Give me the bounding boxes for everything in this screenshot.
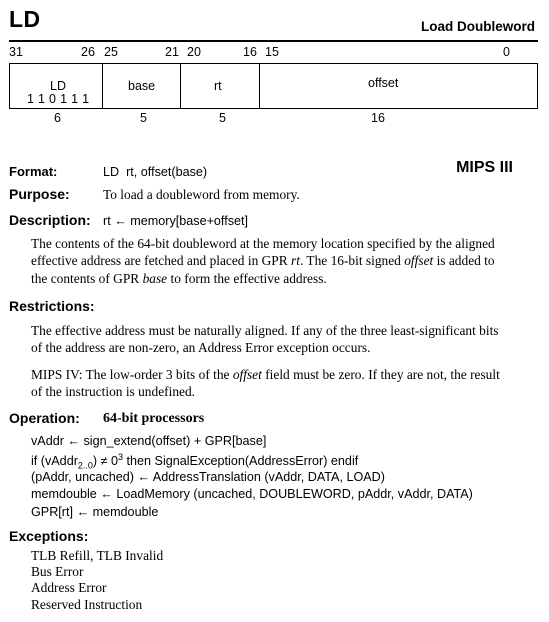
exceptions-list	[31, 548, 163, 613]
format-syntax	[103, 165, 207, 179]
text-line	[31, 252, 495, 269]
bit-15: 15	[265, 45, 279, 59]
description-label: Description:	[9, 212, 91, 228]
field-base-name: base	[128, 79, 156, 93]
pseudocode-line	[31, 434, 473, 452]
format-label: Format:	[9, 164, 58, 179]
field-divider	[180, 64, 181, 108]
purpose-text: To load a doubleword from memory.	[103, 187, 300, 202]
italic-term: base	[142, 270, 168, 286]
pseudocode-token: (pAddr, uncached) ← AddressTranslation (vAddr, DATA, LOAD)	[31, 469, 385, 484]
operation-pseudocode	[31, 434, 473, 523]
field-rt-width: 5	[219, 111, 226, 125]
text-run: effective address are fetched and placed in GPR	[31, 253, 292, 269]
text-run: . The 16-bit signed	[299, 253, 405, 269]
pseudocode-line	[31, 470, 473, 488]
italic-term: rt	[291, 253, 300, 269]
operation-section	[9, 410, 80, 426]
format-mnemonic: LD	[103, 165, 120, 179]
pseudocode-line	[31, 487, 473, 505]
instruction-title: Load Doubleword	[421, 19, 535, 34]
pseudocode-token: memdouble ← LoadMemory (uncached, DOUBLEWORD, pAddr, vAddr, DATA)	[31, 487, 473, 502]
text-line	[31, 235, 495, 252]
pseudocode-token: 3	[118, 451, 124, 462]
text-run: The contents of the 64-bit doubleword at the memory location specified by the aligned	[31, 236, 495, 251]
instruction-mnemonic: LD	[9, 6, 41, 32]
text-run: of the instruction is undefined.	[31, 384, 196, 400]
description-paragraph	[31, 235, 495, 287]
text-line	[31, 366, 500, 383]
bit-21: 21	[165, 45, 179, 59]
italic-term: offset	[404, 253, 434, 269]
text-line	[31, 270, 495, 287]
text-run: is added to	[433, 253, 495, 269]
field-divider	[102, 64, 103, 108]
field-rt-name: rt	[214, 79, 222, 93]
field-opcode-width: 6	[54, 111, 61, 125]
format-operands: rt, offset(base)	[126, 165, 208, 179]
restrictions-paragraph	[31, 322, 499, 357]
field-base-width: 5	[140, 111, 147, 125]
field-offset-name: offset	[368, 76, 399, 90]
bit-31: 31	[9, 45, 23, 59]
pseudocode-line	[31, 452, 473, 470]
field-divider	[259, 64, 260, 108]
italic-term: offset	[232, 367, 262, 382]
text-run: field must be zero. If they are not, the result	[261, 367, 500, 382]
text-run: the contents of GPR	[31, 270, 143, 286]
operation-label: Operation:	[9, 410, 80, 426]
header-rule	[9, 40, 538, 42]
isa-level: MIPS III	[456, 159, 513, 176]
exception-item: Address Error	[31, 580, 107, 596]
field-opcode-value: 1 1 0 1 1 1	[27, 92, 90, 106]
pseudocode-token: then SignalException(AddressError) endif	[123, 453, 359, 468]
pseudocode-token: vAddr ← sign_extend(offset) + GPR[base]	[31, 434, 267, 448]
field-offset-width: 16	[371, 111, 385, 125]
operation-subtitle: 64-bit processors	[103, 411, 205, 426]
text-run: The effective address must be naturally aligned. If any of the three least-significant bits	[31, 323, 499, 338]
pseudocode-token: if (vAddr	[31, 453, 78, 468]
exceptions-label: Exceptions:	[9, 528, 89, 544]
field-opcode-name: LD	[50, 79, 66, 93]
restrictions-mips4-paragraph	[31, 366, 500, 401]
text-line	[31, 339, 499, 356]
restrictions-label: Restrictions:	[9, 298, 95, 314]
pseudocode-line	[31, 505, 473, 523]
bit-16: 16	[243, 45, 257, 59]
bit-25: 25	[104, 45, 118, 59]
exception-item: Bus Error	[31, 564, 84, 580]
text-run: MIPS IV: The low-order 3 bits of the	[31, 367, 233, 382]
pseudocode-token: GPR[rt] ← memdouble	[31, 505, 159, 520]
description-summary: rt ← memory[base+offset]	[103, 214, 249, 228]
text-line	[31, 383, 500, 400]
pseudocode-token: 2..0	[77, 460, 93, 471]
bit-26: 26	[81, 45, 95, 59]
bit-0: 0	[503, 45, 510, 59]
exception-item: Reserved Instruction	[31, 596, 143, 612]
pseudocode-token: ) ≠ 0	[92, 453, 119, 468]
exception-item: TLB Refill, TLB Invalid	[31, 548, 164, 563]
text-line	[31, 322, 499, 339]
text-run: to form the effective address.	[167, 270, 327, 286]
purpose-label: Purpose:	[9, 186, 70, 202]
bit-20: 20	[187, 45, 201, 59]
text-run: of the address are non-zero, an Address Error exception occurs.	[31, 340, 371, 356]
